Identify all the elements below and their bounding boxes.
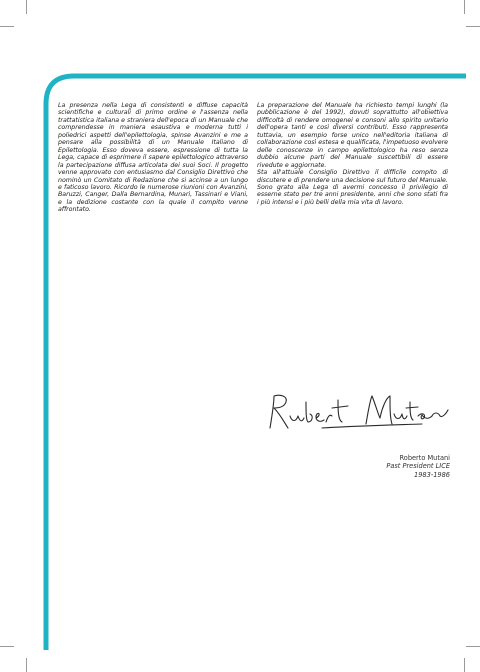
handwritten-signature xyxy=(262,388,452,436)
right-paragraph-1: La preparazione del Manuale ha richiesto tempi lunghi (la pubblicazione è del 1992), dovuti soprattutto all'obiettiva difficoltà di rendere omogenei e consoni allo spirito unitario dell'opera tanti e così diversi contributi. Esso rappresenta tuttavia, un esempio forse unico nell'editoria italiana di collaborazione così estesa e qualificata, l'impetuoso evolvere delle conoscenze in campo epilettologico ha reso senza dubbio alcune parti del Manuale suscettibili di essere rivedute e aggiornate. xyxy=(257,102,448,169)
author-title: Past President LICE xyxy=(386,462,450,471)
author-years: 1983-1986 xyxy=(414,470,450,479)
author-name: Roberto Mutani xyxy=(399,454,450,462)
right-paragraph-2: Sta all'attuale Consiglio Direttivo il difficile compito di discutere e di prendere una decisione sul futuro del Manuale. xyxy=(257,169,448,184)
left-text-column xyxy=(58,102,248,214)
right-text-column xyxy=(257,102,448,206)
right-paragraph-3: Sono grato alla Lega di avermi concesso il privilegio di esserne stato per tre anni presidente, anni che sono stati fra i più intensi e i più belli della mia vita di lavoro. xyxy=(257,183,448,206)
left-paragraph: La presenza nella Lega di consistenti e diffuse capacità scientifiche e culturali di primo ordine e l'assenza nella trattatistica italiana e straniera dell'epoca di un Manuale che comprendesse in maniera esaustiva e moderna tutti i poliedrici aspetti dell'epilettologia, spinse Avanzini e me a pensare alla possibilità di un Manuale Italiano di Epilettologia. Esso doveva essere, espressione di tutta la Lega, capace di esprimere il sapere epilettologico attraverso la partecipazione diffusa articolata dei suoi Soci. Il progetto venne approvato con entusiasmo dal Consiglio Direttivo che nominò un Comitato di Redazione che si accinse a un lungo e faticoso lavoro. Ricordo le numerose riunioni con Avanzini, Baruzzi, Canger, Dalla Bernardina, Munari, Tassinari e Viani, e la dedizione costante con la quale il compito venne affrontato. xyxy=(58,102,248,214)
signature-block xyxy=(300,454,450,479)
